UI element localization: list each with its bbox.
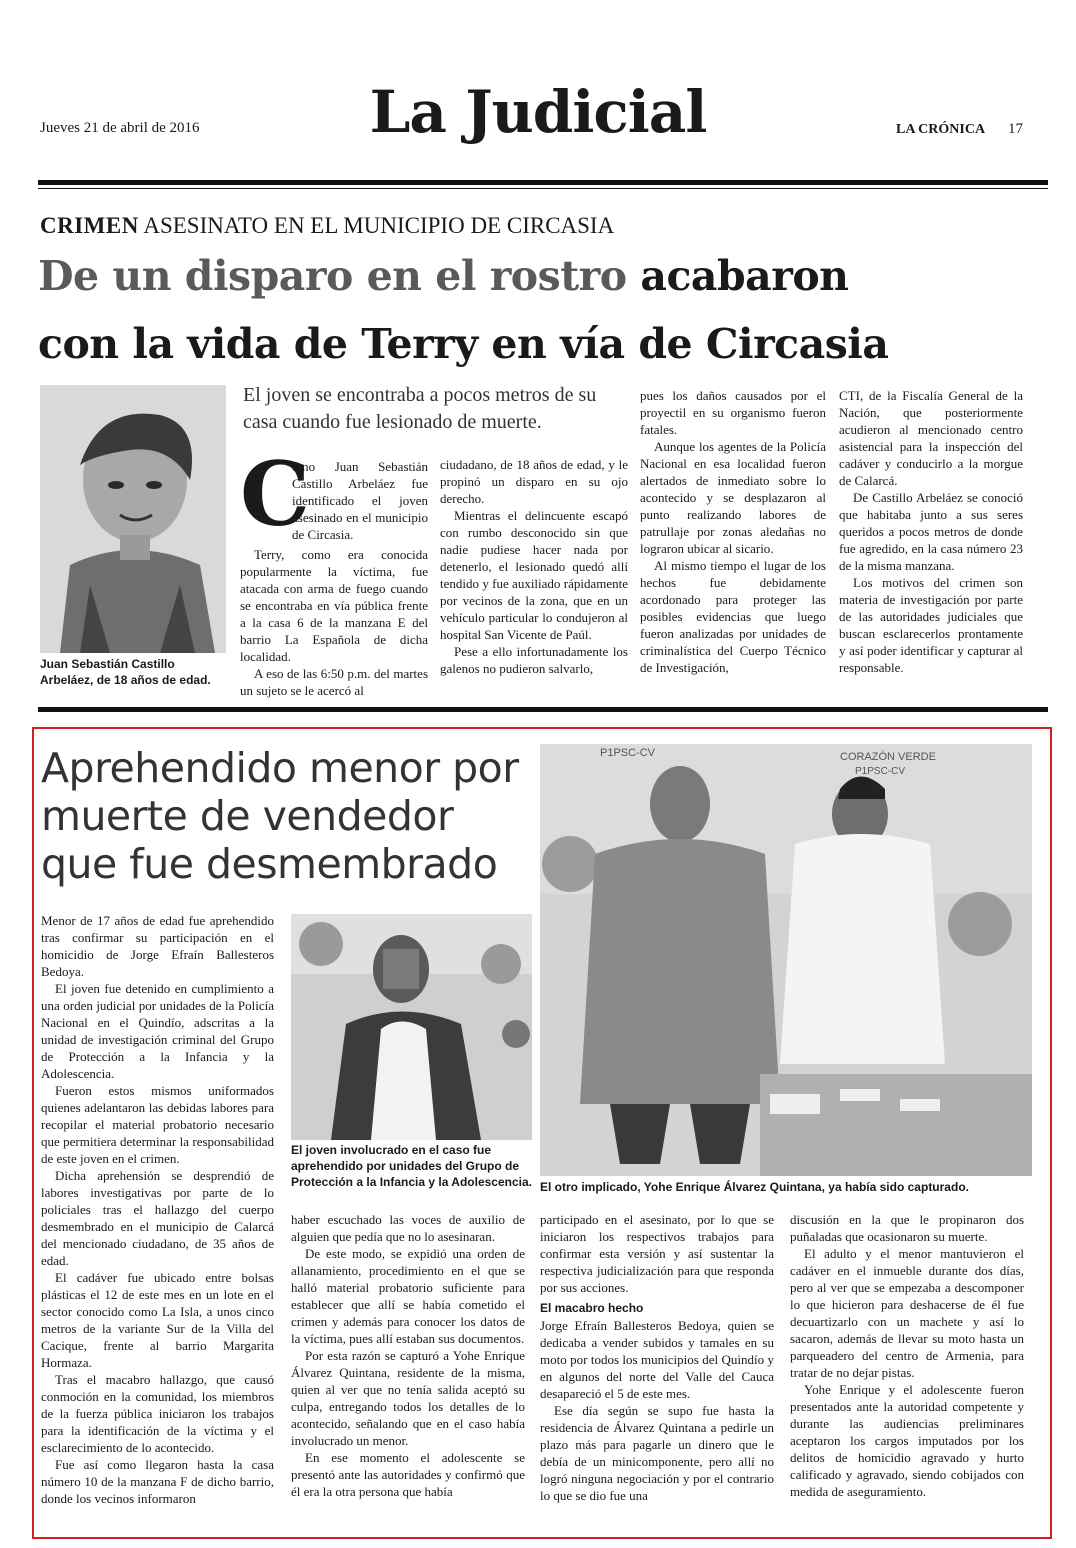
story2-col1-p7: Fue así como llegaron hasta la casa número 10 de la manzana F de dicho barrio, donde los vecinos informaron (41, 1457, 274, 1506)
story1-col1-top (292, 458, 428, 543)
story1-col3-p3: Al mismo tiempo el lugar de los hechos fue debidamente acordonado para proteger las posibles evidencias que luego fueron analizadas por unidades de criminalística del Cuerpo Técnico de Investigación, (640, 558, 826, 675)
story2-col1-p3: Fueron estos mismos uniformados quienes adelantaron las debidas labores para recopilar el material probatorio necesario que permitiera determinar la responsabilidad de este joven en el crimen. (41, 1083, 274, 1166)
story2-col4-p1: discusión en la que le propinaron dos puñaladas que ocasionaron su muerte. (790, 1212, 1024, 1244)
portrait-illustration (40, 385, 226, 653)
story-separator-rule (38, 707, 1048, 712)
story1-col1 (240, 546, 428, 699)
story1-headline-line1 (38, 250, 1048, 302)
story2-col4-p3: Yohe Enrique y el adolescente fueron presentados ante la autoridad competente y durante las audiencias preliminares aceptaron los cargos imputados por los delitos de homicidio agravado y hurto calificado y agravado, siendo cobijados con medida de aseguramiento. (790, 1382, 1024, 1499)
photo-sign-right-code: P1PSC-CV (855, 766, 906, 777)
story1-col1-p1: omo Juan Sebastián Castillo Arbeláez fue identificado el joven asesinado en el municipio de Circasia. (292, 459, 428, 542)
section-title: La Judicial (369, 78, 707, 146)
story2-col3-p3: Ese día según se supo fue hasta la residencia de Álvarez Quintana a pedirle un plazo más para pagarle un dinero que le debía de un minicomponente, pero allí no logró ninguna negociación y por el contrario lo que se dio fue una (540, 1403, 774, 1503)
story1-kicker (40, 213, 614, 239)
story1-col2-p1: ciudadano, de 18 años de edad, y le propinó un disparo en su ojo derecho. (440, 457, 628, 506)
story2-col1-p2: El joven fue detenido en cumplimiento a una orden judicial por unidades de la Policía Nacional en el Quindío, adscritas a la unidad de investigación criminal del Grupo de Protección a la Infancia y la Adolescencia. (41, 981, 274, 1081)
story2-col3 (540, 1211, 774, 1504)
story1-col2 (440, 456, 628, 677)
newspaper-name: LA CRÓNICA (896, 122, 986, 137)
header-rule-thin (38, 188, 1048, 189)
story2-col1-p5: El cadáver fue ubicado entre bolsas plásticas el 12 de este mes en un lote en el sector conocido como La Isla, a unos cinco metros de la variante Sur de la Villa del Cacique, frente al barrio Margarita Hormaza. (41, 1270, 274, 1370)
adult-photo-illustration (540, 744, 1032, 1176)
story1-photo-caption: Juan Sebastián Castillo Arbeláez, de 18 años de edad. (40, 657, 211, 687)
story1-col2-p3: Pese a ello infortunadamente los galenos no pudieron salvarlo, (440, 644, 628, 676)
story2-col2-p4: En ese momento el adolescente se presentó ante las autoridades y confirmó que él era la otra persona que había (291, 1450, 525, 1499)
story2-col2 (291, 1211, 525, 1500)
story2-col3-subhead: El macabro hecho (540, 1301, 644, 1315)
story1-kicker-text: ASESINATO EN EL MUNICIPIO DE CIRCASIA (143, 213, 615, 238)
story2-photo-minor (291, 914, 532, 1140)
story1-col3-p2: Aunque los agentes de la Policía Nacional en esa localidad fueron alertados de inmediato sobre lo acontecido y se desplazaron al punto realizando labores de patrullaje por zonas aledañas no lograron ubicar al sicario. (640, 439, 826, 556)
header-rule (38, 180, 1048, 185)
story2-col3-p2: Jorge Efraín Ballesteros Bedoya, quien se dedicaba a vender subidos y tamales en su moto por todos los municipios del Quindío y en algunos del norte del Valle del Cauca desapareció el 5 de este mes. (540, 1318, 774, 1401)
story2-col4 (790, 1211, 1024, 1500)
story2-col1-p4: Dicha aprehensión se desprendió de labores investigativas por parte de lo policiales tras el hallazgo del cuerpo desmembrado en el municipio de Calarcá del mencionado ciudadano, de 35 años de edad. (41, 1168, 274, 1268)
story1-headline-black: acabaron (640, 252, 849, 300)
story2-col3-p1: participado en el asesinato, por lo que se iniciaron los respectivos trabajos para confirmar esta versión y así sustentar la respectiva judicialización para que responda por sus acciones. (540, 1212, 774, 1295)
story1-col4-p3: Los motivos del crimen son materia de investigación por parte de las autoridades judiciales que buscan esclarecerlos prontamente y así poder identificar y capturar al responsable. (839, 575, 1023, 675)
photo-sign-left: P1PSC-CV (600, 747, 656, 759)
story1-deck: El joven se encontraba a pocos metros de su casa cuando fue lesionado de muerte. (243, 384, 597, 433)
story1-headline-grey: De un disparo en el rostro (38, 252, 627, 300)
story2-col2-p2: De este modo, se expidió una orden de allanamiento, procedimiento en el que se halló material probatorio suficiente para establecer que allí se había cometido el crimen y además para conocer los datos de la víctima, pues allí estaban sus documentos. (291, 1246, 525, 1346)
story2-col2-p3: Por esta razón se capturó a Yohe Enrique Álvarez Quintana, residente de la misma, quien al ver que no tenía salida aceptó su culpa, entregando todos los detalles de lo acontecido, señalando que en el caso había involucrado un menor. (291, 1348, 525, 1448)
story1-portrait-photo (40, 385, 226, 653)
story1-col3-p1: pues los daños causados por el proyectil en su organismo fueron fatales. (640, 388, 826, 437)
story1-col4-p2: De Castillo Arbeláez se conoció que habitaba junto a sus seres queridos a pocos metros de donde fue agredido, en la casa número 23 de la misma manzana. (839, 490, 1023, 573)
story2-headline: Aprehendido menor por muerte de vendedor que fue desmembrado (41, 744, 519, 888)
page-number: 17 (1008, 121, 1023, 137)
story2-caption-adult: El otro implicado, Yohe Enrique Álvarez Quintana, ya había sido capturado. (540, 1180, 969, 1194)
story2-col1-p6: Tras el macabro hallazgo, que causó conmoción en la comunidad, los miembros de la fuerza pública iniciaron los trabajos para la identificación de la víctima y el esclarecimiento de lo acontecido. (41, 1372, 274, 1455)
story2-col4-p2: El adulto y el menor mantuvieron el cadáver en el inmueble durante dos días, pero al ver que se empezaba a descomponer lo que hicieron para deshacerse de él fue decuartizarlo con un machete y así lo sacaron, además de llevar su moto hasta un parqueadero del centro de Armenia, para tratar de no dejar pistas. (790, 1246, 1024, 1380)
story1-headline-line2: con la vida de Terry en vía de Circasia (38, 320, 889, 368)
story2-col1-p1: Menor de 17 años de edad fue aprehendido tras confirmar su participación en el homicidio de Jorge Efraín Ballesteros Bedoya. (41, 913, 274, 979)
story2-col2-p1: haber escuchado las voces de auxilio de alguien que pedía que no lo asesinaran. (291, 1212, 525, 1244)
issue-date: Jueves 21 de abril de 2016 (40, 120, 200, 136)
story1-kicker-category: CRIMEN (40, 213, 139, 238)
story1-col1-p3: A eso de las 6:50 p.m. del martes un sujeto se le acercó al (240, 666, 428, 698)
story1-col3 (640, 387, 826, 676)
photo-sign-right: CORAZÓN VERDE (840, 751, 936, 763)
story2-caption-minor: El joven involucrado en el caso fue aprehendido por unidades del Grupo de Protección a la Infancia y la Adolescencia. (291, 1143, 532, 1189)
minor-photo-illustration (291, 914, 532, 1140)
story2-photo-adult (540, 744, 1032, 1176)
story1-col4-p1: CTI, de la Fiscalía General de la Nación, que posteriormente acudieron al mencionado centro asistencial para la inspección del cadáver y conducirlo a la morgue de Calarcá. (839, 388, 1023, 488)
story2-col1-top (41, 912, 274, 1507)
story1-col2-p2: Mientras el delincuente escapó con rumbo desconocido sin que nadie pudiese hacer nada por detenerlo, el lesionado quedó allí tendido y fue auxiliado rápidamente por vecinos de la zona, que en un vehículo particular lo condujeron al hospital San Vicente de Paúl. (440, 508, 628, 642)
story1-col1-p2: Terry, como era conocida popularmente la víctima, fue atacada con arma de fuego cuando se encontraba en vía pública frente a la casa 6 de la manzana E del barrio La Española de dicha localidad. (240, 547, 428, 664)
story1-col4 (839, 387, 1023, 676)
story1-dropcap: C (240, 442, 311, 546)
